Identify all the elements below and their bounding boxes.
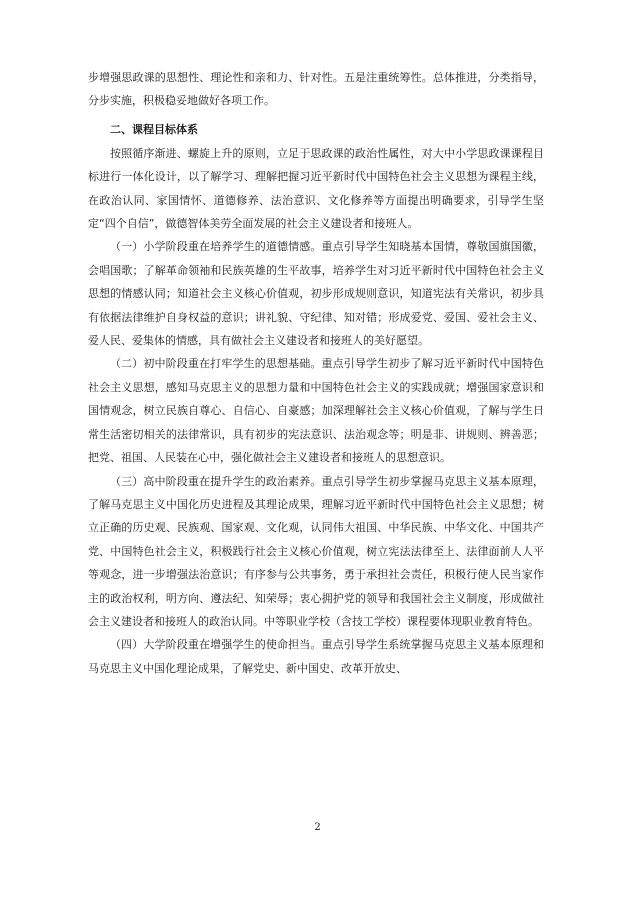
page-number: 2 [314, 822, 321, 833]
paragraph-continued: 步增强思政课的思想性、理论性和亲和力、针对性。五是注重统筹性。总体推进，分类指导，分步实施，积极稳妥地做好各项工作。 [88, 71, 544, 108]
paragraph-middle-school: （二）初中阶段重在打牢学生的思想基础。重点引导学生初步了解习近平新时代中国特色社会主义思想，感知马克思主义的思想力量和中国特色社会主义的实践成就；增强国家意识和国情观念，树立民族自尊心、自信心、自豪感；加深理解社会主义核心价值观，了解与学生日常生活密切相关的法律常识，具有初步的宪法意识、法治观念等；明是非、讲规则、辨善恶；把党、祖国、人民装在心中，强化做社会主义建设者和接班人的思想意识。 [88, 357, 544, 465]
paragraph-high-school: （三）高中阶段重在提升学生的政治素养。重点引导学生初步掌握马克思主义基本原理，了解马克思主义中国化历史进程及其理论成果，理解习近平新时代中国特色社会主义思想；树立正确的历史观、民族观、国家观、文化观，认同伟大祖国、中华民族、中华文化、中国共产党、中国特色社会主义，积极践行社会主义核心价值观，树立宪法法律至上、法律面前人人平等观念，进一步增强法治意识；有序参与公共事务，勇于承担社会责任，积极行使人民当家作主的政治权利，明方向、遵法纪、知荣辱；衷心拥护党的领导和我国社会主义制度，形成做社会主义建设者和接班人的政治认同。中等职业学校（含技工学校）课程要体现职业教育特色。 [88, 474, 544, 628]
section-heading-course-goals: 二、课程目标体系 [110, 122, 198, 136]
paragraph-course-goals-intro: 按照循序渐进、螺旋上升的原则，立足于思政课的政治性属性，对大中小学思政课课程目标进行一体化设计，以了解学习、理解把握习近平新时代中国特色社会主义思想为课程主线，在政治认同、家国情怀、道德修养、法治意识、文化修养等方面提出明确要求，引导学生坚定“四个自信”，做德智体美劳全面发展的社会主义建设者和接班人。 [88, 146, 544, 231]
document-body [88, 66, 544, 680]
paragraph-primary-school: （一）小学阶段重在培养学生的道德情感。重点引导学生知晓基本国情，尊敬国旗国徽，会唱国歌；了解革命领袖和民族英雄的生平故事，培养学生对习近平新时代中国特色社会主义思想的情感认同；知道社会主义核心价值观，初步形成规则意识，知道宪法有关常识，初步具有依据法律维护自身权益的意识；讲礼貌、守纪律、知对错；形成爱党、爱国、爱社会主义、爱人民、爱集体的情感，具有做社会主义建设者和接班人的美好愿望。 [88, 240, 544, 348]
paragraph-university: （四）大学阶段重在增强学生的使命担当。重点引导学生系统掌握马克思主义基本原理和马克思主义中国化理论成果，了解党史、新中国史、改革开放史、 [88, 638, 544, 675]
